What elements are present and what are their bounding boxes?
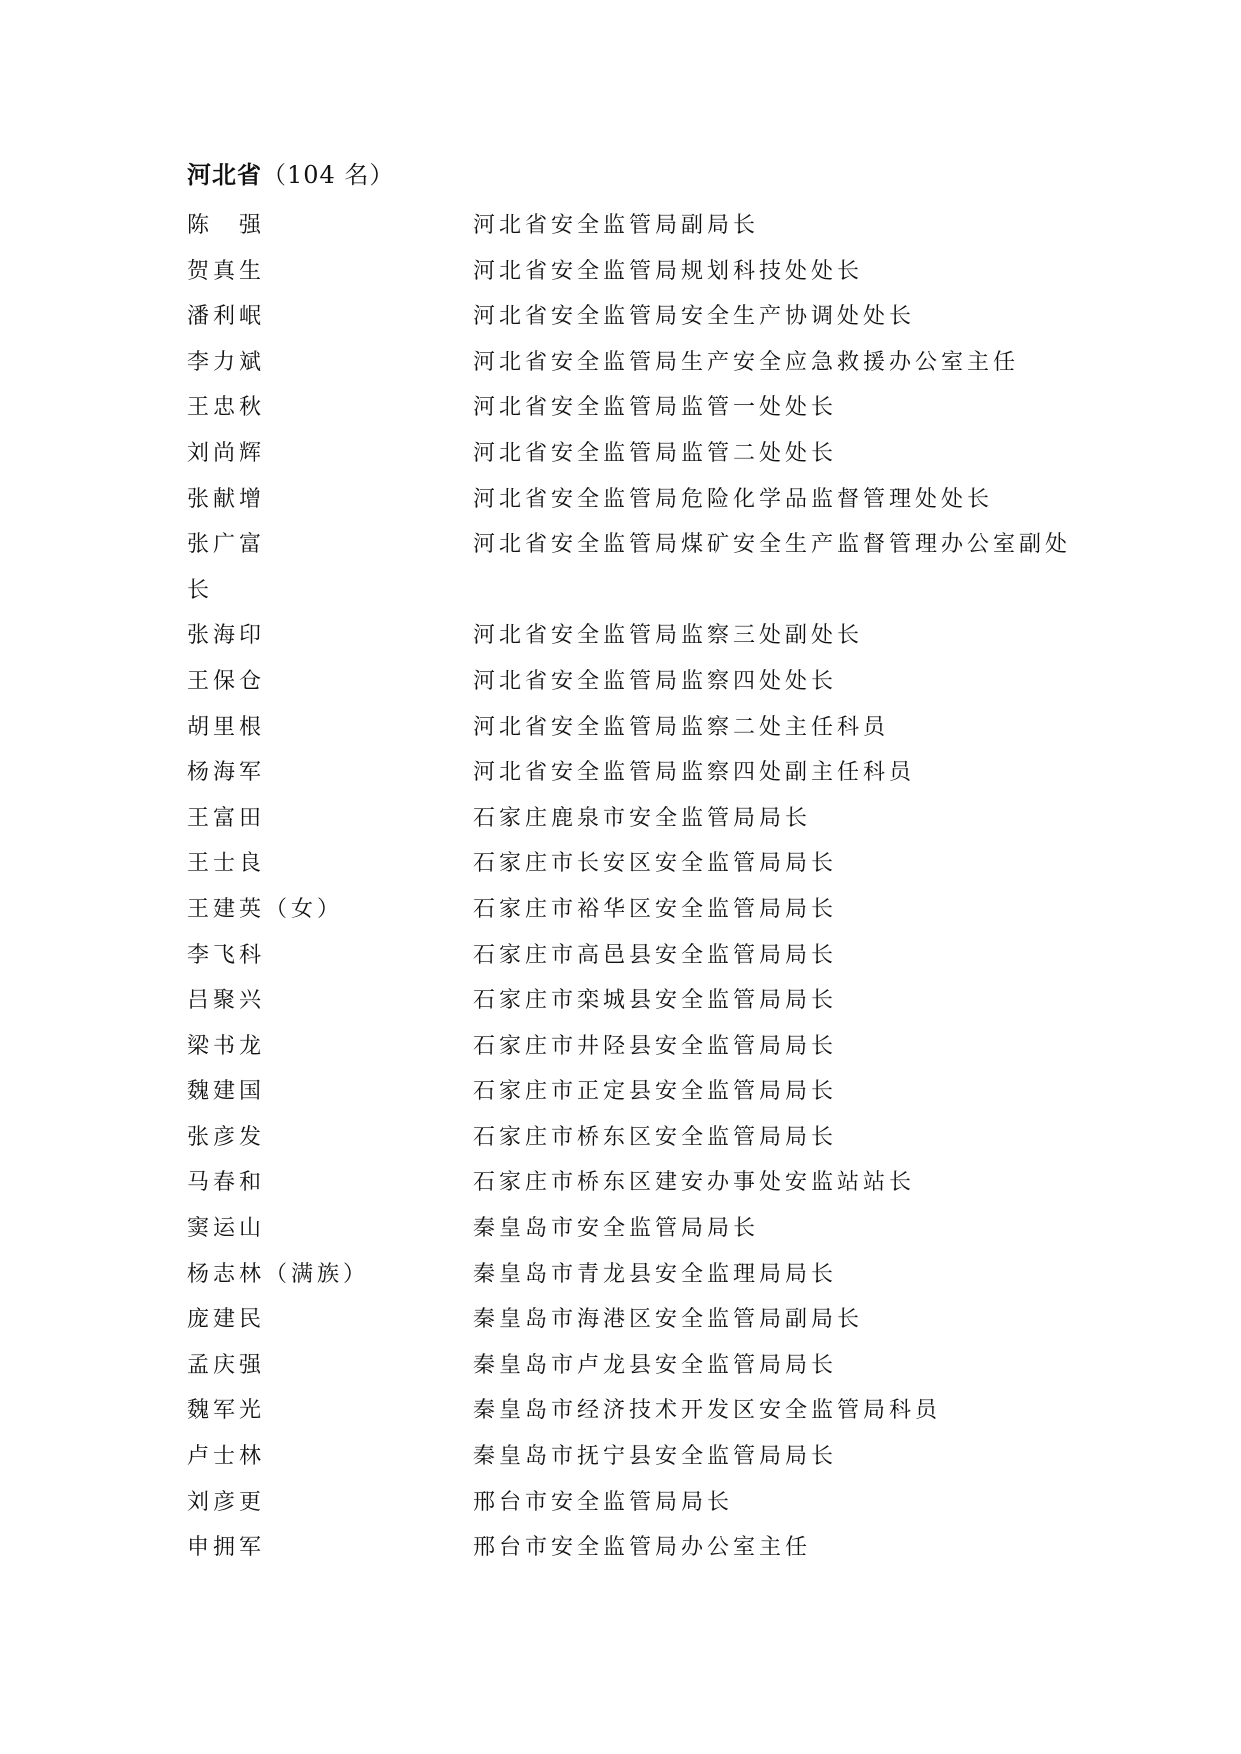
person-name: 魏军光 <box>187 1398 266 1424</box>
person-title: 邢台市安全监管局办公室主任 <box>473 1535 812 1561</box>
person-name: 潘利岷 <box>187 304 266 330</box>
person-title: 河北省安全监管局监管二处处长 <box>473 440 838 466</box>
list-item <box>187 522 1072 568</box>
person-title: 石家庄市桥东区安全监管局局长 <box>473 1124 838 1150</box>
person-name: 刘彦更 <box>187 1489 266 1515</box>
person-title: 石家庄市高邑县安全监管局局长 <box>473 942 838 968</box>
person-title: 秦皇岛市安全监管局局长 <box>473 1216 760 1242</box>
person-name: 王建英（女） <box>187 896 344 922</box>
list-item <box>187 659 1067 705</box>
person-name: 王保仓 <box>187 668 266 694</box>
person-title: 河北省安全监管局副局长 <box>473 213 760 238</box>
person-name: 李飞科 <box>187 942 266 968</box>
person-title: 石家庄市井陉县安全监管局局长 <box>473 1033 838 1059</box>
province-name: 河北省 <box>187 161 262 189</box>
list-item <box>187 1297 1067 1343</box>
person-name: 李力斌 <box>187 349 266 375</box>
person-title: 秦皇岛市青龙县安全监理局局长 <box>473 1261 838 1287</box>
person-name: 胡里根 <box>187 714 266 740</box>
list-item <box>187 1024 1067 1070</box>
person-name: 王富田 <box>187 805 266 831</box>
person-name: 张献增 <box>187 486 266 512</box>
person-title: 石家庄市桥东区建安办事处安监站站长 <box>473 1170 916 1196</box>
person-title: 石家庄市栾城县安全监管局局长 <box>473 988 838 1014</box>
list-item <box>187 933 1067 979</box>
list-item <box>187 1252 1067 1298</box>
list-item <box>187 1388 1067 1434</box>
person-title: 石家庄鹿泉市安全监管局局长 <box>473 805 812 831</box>
person-title: 秦皇岛市抚宁县安全监管局局长 <box>473 1444 838 1470</box>
person-name: 梁书龙 <box>187 1033 266 1059</box>
person-title: 秦皇岛市卢龙县安全监管局局长 <box>473 1352 838 1378</box>
list-item <box>187 1069 1067 1115</box>
person-name: 张海印 <box>187 623 266 649</box>
list-item <box>187 1434 1067 1480</box>
person-name: 庞建民 <box>187 1307 266 1333</box>
person-name: 吕聚兴 <box>187 988 266 1014</box>
list-item <box>187 1343 1067 1389</box>
person-name: 孟庆强 <box>187 1352 266 1378</box>
person-title: 河北省安全监管局监察四处副主任科员 <box>473 760 916 786</box>
person-name: 陈 强 <box>187 213 266 238</box>
list-item <box>187 705 1067 751</box>
person-name: 卢士林 <box>187 1444 266 1470</box>
list-item <box>187 294 1067 340</box>
person-name: 魏建国 <box>187 1079 266 1105</box>
person-title: 河北省安全监管局危险化学品监督管理处处长 <box>473 486 994 512</box>
list-item <box>187 750 1067 796</box>
person-name: 刘尚辉 <box>187 440 266 466</box>
list-item <box>187 1206 1067 1252</box>
list-item <box>187 477 1067 523</box>
person-title: 石家庄市裕华区安全监管局局长 <box>473 896 838 922</box>
list-item <box>187 340 1067 386</box>
person-title: 邢台市安全监管局局长 <box>473 1489 734 1515</box>
person-name: 马春和 <box>187 1170 266 1196</box>
province-count: （104 名） <box>262 161 395 189</box>
person-title: 河北省安全监管局监察二处主任科员 <box>473 714 890 740</box>
section-heading <box>187 158 394 192</box>
person-title: 河北省安全监管局监察三处副处长 <box>473 623 864 649</box>
person-name: 王忠秋 <box>187 395 266 421</box>
person-name: 张广富 <box>187 532 266 558</box>
list-item <box>187 568 1067 614</box>
person-title: 河北省安全监管局生产安全应急救援办公室主任 <box>473 349 1020 375</box>
person-title: 石家庄市正定县安全监管局局长 <box>473 1079 838 1105</box>
list-item <box>187 1115 1067 1161</box>
person-title: 河北省安全监管局监管一处处长 <box>473 395 838 421</box>
person-name: 杨志林（满族） <box>187 1261 370 1287</box>
person-title: 河北省安全监管局监察四处处长 <box>473 668 838 694</box>
list-item <box>187 841 1067 887</box>
person-name: 杨海军 <box>187 760 266 786</box>
name-list <box>187 203 1072 1571</box>
list-item <box>187 613 1067 659</box>
list-item <box>187 431 1067 477</box>
person-name: 贺真生 <box>187 258 266 284</box>
person-title: 河北省安全监管局煤矿安全生产监督管理办公室副处 <box>473 532 1072 558</box>
person-title: 石家庄市长安区安全监管局局长 <box>473 851 838 877</box>
person-name: 申拥军 <box>187 1535 266 1561</box>
list-item <box>187 385 1067 431</box>
list-item <box>187 1480 1067 1526</box>
person-name: 王士良 <box>187 851 266 877</box>
list-item <box>187 1160 1067 1206</box>
list-item <box>187 887 1067 933</box>
person-name: 窦运山 <box>187 1216 266 1242</box>
list-item <box>187 249 1067 295</box>
list-item <box>187 796 1067 842</box>
person-title: 秦皇岛市海港区安全监管局副局长 <box>473 1307 864 1333</box>
list-item <box>187 1525 1067 1571</box>
person-title: 河北省安全监管局规划科技处处长 <box>473 258 864 284</box>
list-item <box>187 978 1067 1024</box>
person-title: 河北省安全监管局安全生产协调处处长 <box>473 304 916 330</box>
person-name: 长 <box>187 577 214 603</box>
person-name: 张彦发 <box>187 1124 266 1150</box>
person-title: 秦皇岛市经济技术开发区安全监管局科员 <box>473 1398 942 1424</box>
list-item <box>187 203 1067 249</box>
